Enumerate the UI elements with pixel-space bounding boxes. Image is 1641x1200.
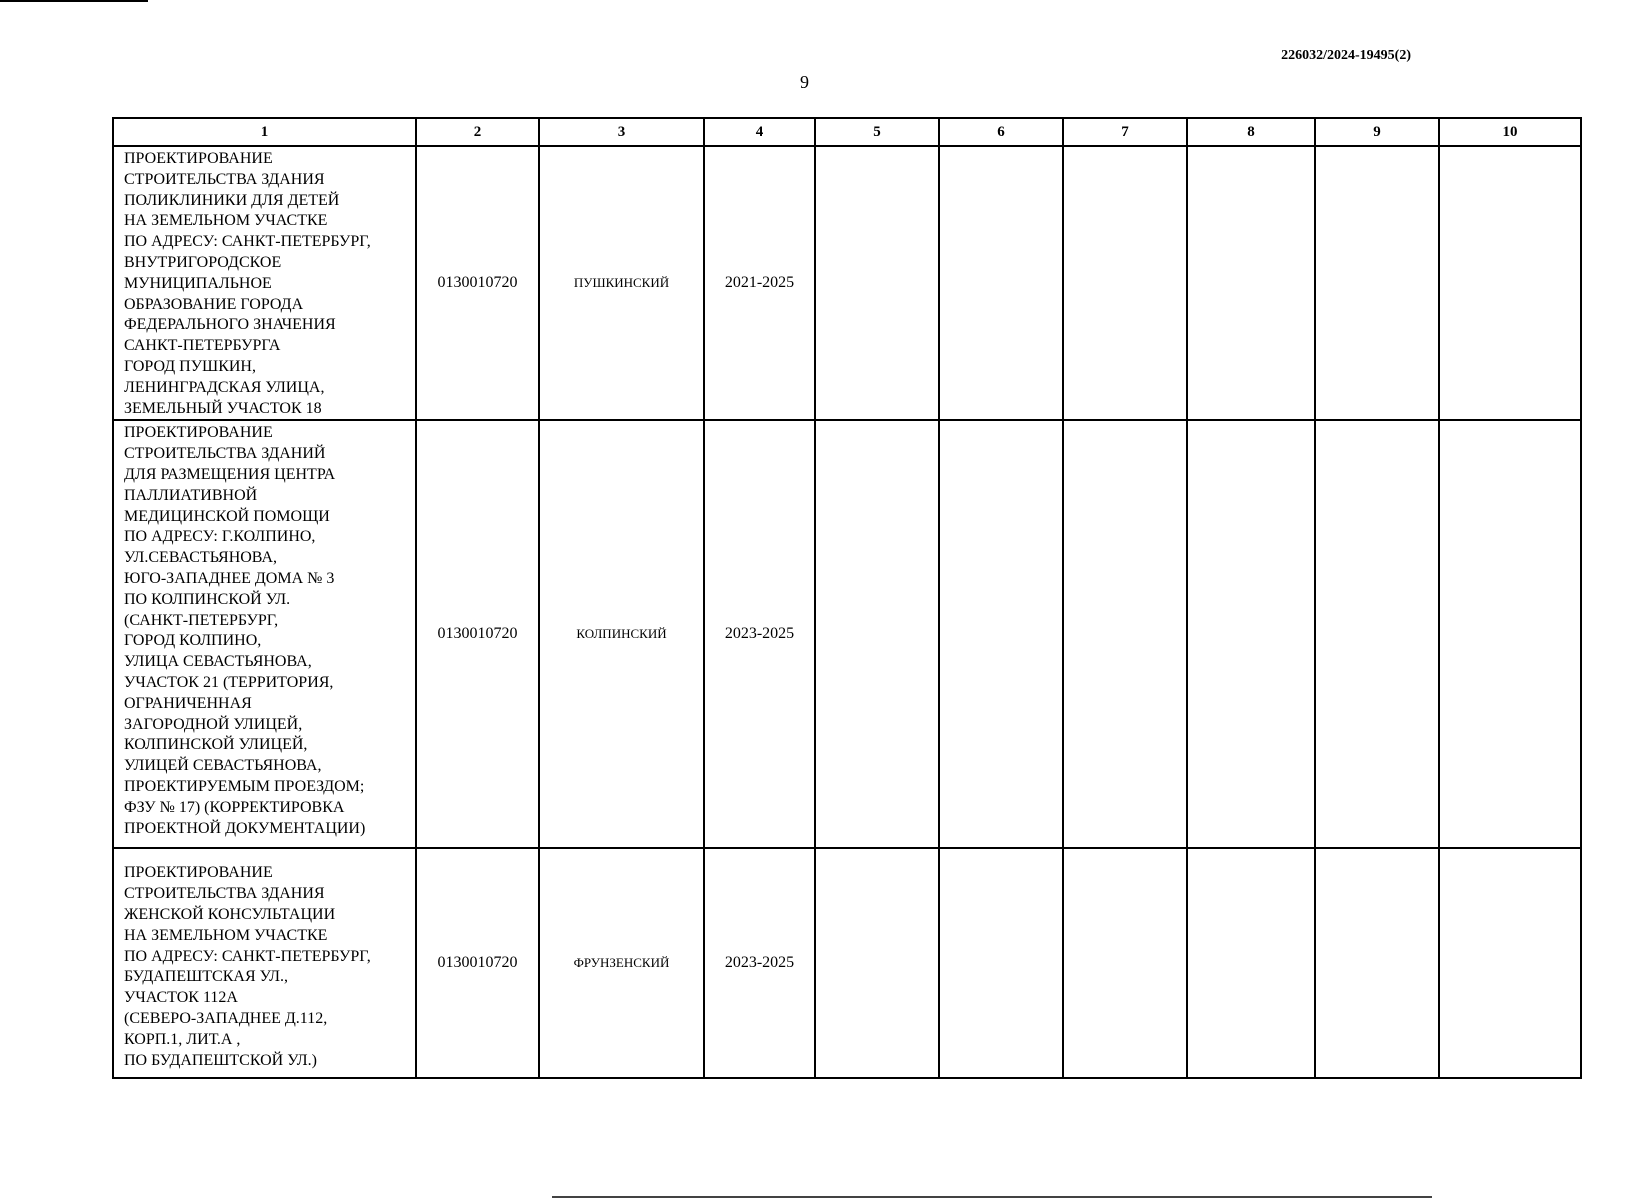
table-row <box>113 146 1581 420</box>
empty-cell <box>1315 146 1439 420</box>
column-header: 10 <box>1439 118 1581 146</box>
program-objects-table <box>112 117 1582 1079</box>
object-name-cell: ПРОЕКТИРОВАНИЕ СТРОИТЕЛЬСТВА ЗДАНИЯ ПОЛИКЛИНИКИ ДЛЯ ДЕТЕЙ НА ЗЕМЕЛЬНОМ УЧАСТКЕ ПО АДРЕСУ: САНКТ-ПЕТЕРБУРГ, ВНУТРИГОРОДСКОЕ МУНИЦИПАЛЬНОЕ ОБРАЗОВАНИЕ ГОРОДА ФЕДЕРАЛЬНОГО ЗНАЧЕНИЯ САНКТ-ПЕТЕРБУРГА ГОРОД ПУШКИН, ЛЕНИНГРАДСКАЯ УЛИЦА, ЗЕМЕЛЬНЫЙ УЧАСТОК 18 <box>113 146 416 420</box>
column-header: 9 <box>1315 118 1439 146</box>
column-header: 7 <box>1063 118 1187 146</box>
budget-code-cell: 0130010720 <box>416 848 539 1078</box>
empty-cell <box>1439 146 1581 420</box>
empty-cell <box>815 146 939 420</box>
empty-cell <box>1439 848 1581 1078</box>
scan-edge-mark-bottom <box>552 1196 1432 1198</box>
empty-cell <box>939 848 1063 1078</box>
empty-cell <box>1063 848 1187 1078</box>
column-header: 2 <box>416 118 539 146</box>
document-registration-number: 226032/2024-19495(2) <box>1281 48 1411 63</box>
district-cell: ФРУНЗЕНСКИЙ <box>539 848 704 1078</box>
empty-cell <box>1187 146 1315 420</box>
table-row <box>113 848 1581 1078</box>
budget-code-cell: 0130010720 <box>416 146 539 420</box>
column-header: 8 <box>1187 118 1315 146</box>
empty-cell <box>1439 420 1581 848</box>
column-header: 1 <box>113 118 416 146</box>
years-cell: 2023-2025 <box>704 420 815 848</box>
empty-cell <box>1187 848 1315 1078</box>
budget-code-cell: 0130010720 <box>416 420 539 848</box>
empty-cell <box>939 146 1063 420</box>
empty-cell <box>1063 420 1187 848</box>
scan-edge-mark-top <box>0 0 148 2</box>
years-cell: 2023-2025 <box>704 848 815 1078</box>
empty-cell <box>1063 146 1187 420</box>
district-cell: КОЛПИНСКИЙ <box>539 420 704 848</box>
column-header: 5 <box>815 118 939 146</box>
column-header: 3 <box>539 118 704 146</box>
column-header: 4 <box>704 118 815 146</box>
column-header: 6 <box>939 118 1063 146</box>
empty-cell <box>1187 420 1315 848</box>
table-row <box>113 420 1581 848</box>
empty-cell <box>1315 848 1439 1078</box>
district-cell: ПУШКИНСКИЙ <box>539 146 704 420</box>
empty-cell <box>815 848 939 1078</box>
object-name-cell: ПРОЕКТИРОВАНИЕ СТРОИТЕЛЬСТВА ЗДАНИЙ ДЛЯ РАЗМЕЩЕНИЯ ЦЕНТРА ПАЛЛИАТИВНОЙ МЕДИЦИНСКОЙ ПОМОЩИ ПО АДРЕСУ: Г.КОЛПИНО, УЛ.СЕВАСТЬЯНОВА, ЮГО-ЗАПАДНЕЕ ДОМА № 3 ПО КОЛПИНСКОЙ УЛ. (САНКТ-ПЕТЕРБУРГ, ГОРОД КОЛПИНО, УЛИЦА СЕВАСТЬЯНОВА, УЧАСТОК 21 (ТЕРРИТОРИЯ, ОГРАНИЧЕННАЯ ЗАГОРОДНОЙ УЛИЦЕЙ, КОЛПИНСКОЙ УЛИЦЕЙ, УЛИЦЕЙ СЕВАСТЬЯНОВА, ПРОЕКТИРУЕМЫМ ПРОЕЗДОМ; ФЗУ № 17) (КОРРЕКТИРОВКА ПРОЕКТНОЙ ДОКУМЕНТАЦИИ) <box>113 420 416 848</box>
column-number-header-row <box>113 118 1581 146</box>
years-cell: 2021-2025 <box>704 146 815 420</box>
empty-cell <box>815 420 939 848</box>
object-name-cell: ПРОЕКТИРОВАНИЕ СТРОИТЕЛЬСТВА ЗДАНИЯ ЖЕНСКОЙ КОНСУЛЬТАЦИИ НА ЗЕМЕЛЬНОМ УЧАСТКЕ ПО АДРЕСУ: САНКТ-ПЕТЕРБУРГ, БУДАПЕШТСКАЯ УЛ., УЧАСТОК 112А (СЕВЕРО-ЗАПАДНЕЕ Д.112, КОРП.1, ЛИТ.А , ПО БУДАПЕШТСКОЙ УЛ.) <box>113 848 416 1078</box>
empty-cell <box>1315 420 1439 848</box>
page-number: 9 <box>800 72 809 92</box>
empty-cell <box>939 420 1063 848</box>
